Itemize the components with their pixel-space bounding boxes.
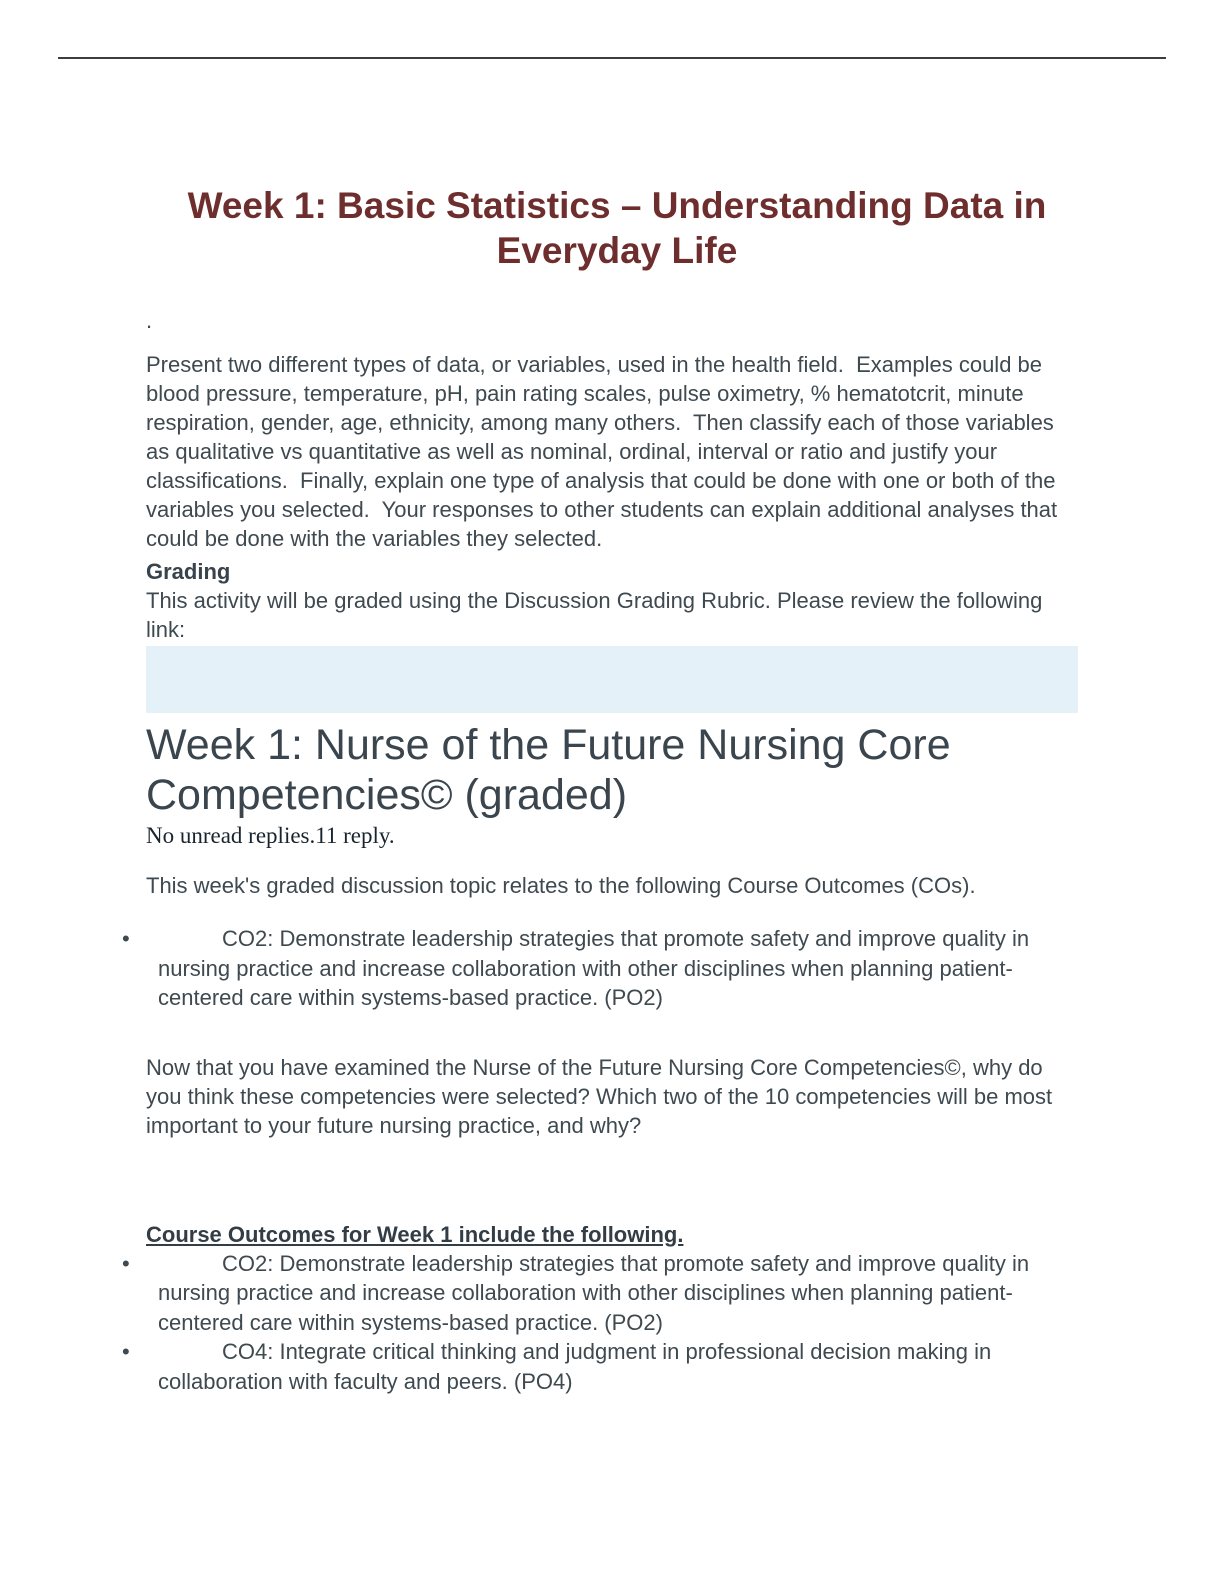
discussion-title: Week 1: Nurse of the Future Nursing Core Competencies© (graded) <box>146 721 951 819</box>
page-title: Week 1: Basic Statistics – Understanding Data in Everyday Life <box>187 185 1047 271</box>
course-outcome-item: • CO2: Demonstrate leadership strategies that promote safety and improve quality in nursing practice and increase collaboration with other disciplines when planning patient-centered care within systems-based practice. (PO2) <box>146 924 1078 1013</box>
content-column <box>146 0 1078 1396</box>
course-outcome-item: • CO4: Integrate critical thinking and judgment in professional decision making in collaboration with faculty and peers. (PO4) <box>146 1337 1078 1396</box>
replies-line <box>146 822 1078 849</box>
week-intro-paragraph: This week's graded discussion topic relates to the following Course Outcomes (COs). <box>146 873 976 898</box>
grading-heading: Grading <box>146 559 231 584</box>
course-outcomes-list <box>146 924 1078 1013</box>
discussion-prompt: Now that you have examined the Nurse of the Future Nursing Core Competencies©, why do you think these competencies were selected? Which two of the 10 competencies will be most important to your future nursing practice, and why? <box>146 1054 1053 1138</box>
course-outcome-item: • CO2: Demonstrate leadership strategies that promote safety and improve quality in nursing practice and increase collaboration with other disciplines when planning patient-centered care within systems-based practice. (PO2) <box>146 1249 1078 1338</box>
week1-outcomes-heading: Course Outcomes for Week 1 include the following. <box>146 1221 684 1247</box>
intro-paragraph: Present two different types of data, or variables, used in the health field. Examples could be blood pressure, temperature, pH, pain rating scales, pulse oximetry, % hematotcrit, minute respiration, gender, age, ethnicity, among many others. Then classify each of those variables as qualitative vs quantitative as well as nominal, ordinal, interval or ratio and justify your classifications. Finally, explain one type of analysis that could be done with one or both of the variables you selected. Your responses to other students can explain additional analyses that could be done with the variables they selected. <box>146 352 1064 551</box>
reply-count: 11 reply. <box>315 823 395 848</box>
grading-section <box>146 557 1078 644</box>
rubric-link-highlight[interactable] <box>146 646 1078 713</box>
grading-text: This activity will be graded using the Discussion Grading Rubric. Please review the following link: <box>146 588 1043 642</box>
dot-paragraph: . <box>146 308 153 333</box>
replies-status: No unread replies. <box>146 823 316 848</box>
week1-outcomes-list <box>146 1249 1078 1397</box>
